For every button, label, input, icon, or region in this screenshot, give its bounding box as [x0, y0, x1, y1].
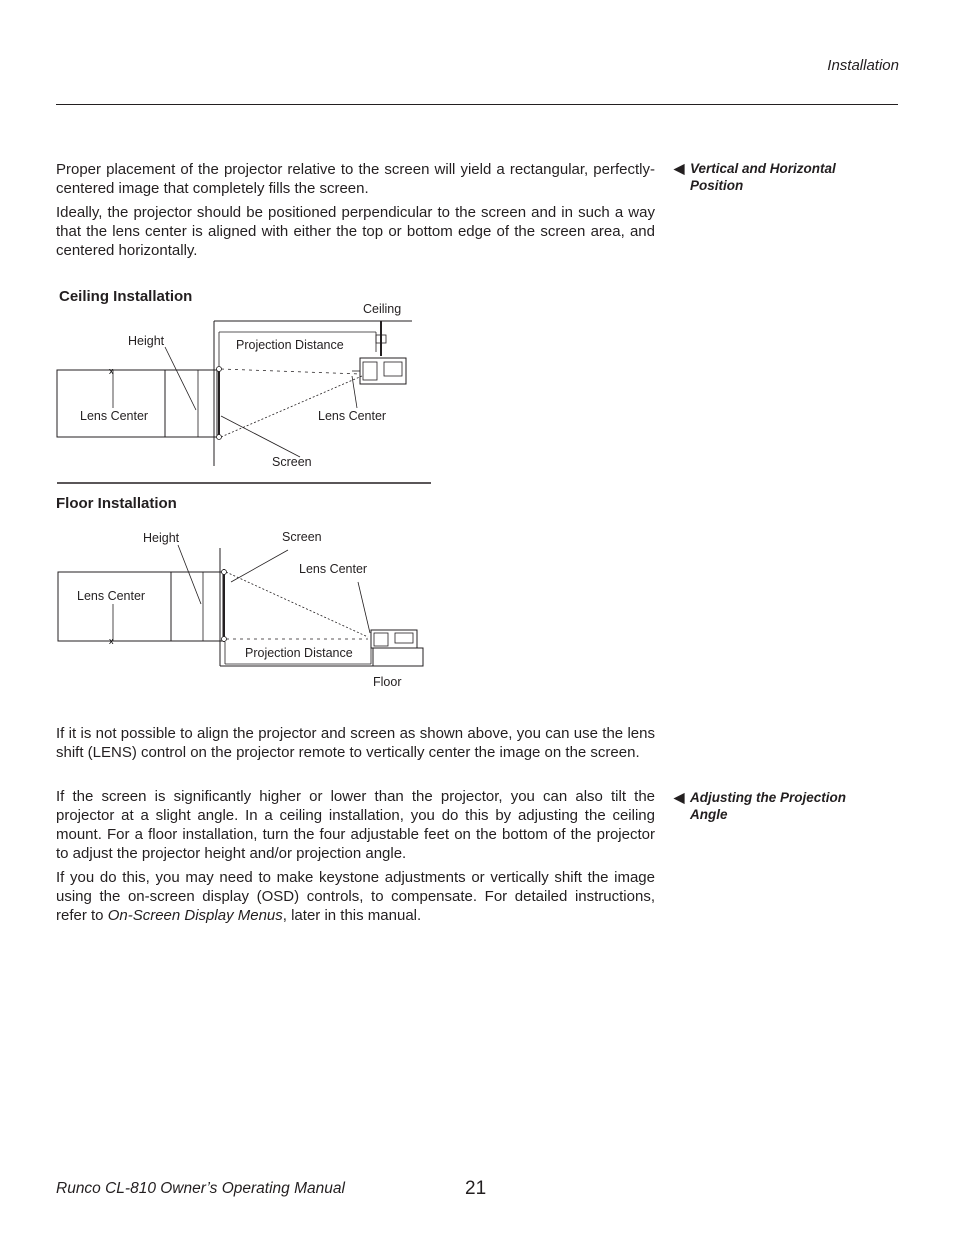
- floor-lens-center-right-label: Lens Center: [299, 562, 368, 576]
- floor-lens-center-left-label: Lens Center: [77, 589, 146, 603]
- floor-height-label: Height: [143, 531, 180, 545]
- floor-label: Floor: [373, 675, 402, 689]
- floor-lens-center-box: [58, 572, 171, 641]
- ceiling-lens-center-right-label: Lens Center: [318, 409, 387, 423]
- floor-beam-upper: [226, 572, 368, 637]
- ceiling-projection-distance-label: Projection Distance: [236, 338, 344, 352]
- side-note-line2: Position: [690, 178, 744, 193]
- side-note-line1: Adjusting the Projection: [690, 790, 847, 805]
- side-note-projection-angle: [674, 789, 889, 823]
- cross-reference: On-Screen Display Menus: [107, 907, 283, 924]
- floor-projection-distance-label: Projection Distance: [245, 646, 353, 660]
- floor-screen-label: Screen: [282, 530, 322, 544]
- ceiling-lens-center-left-label: Lens Center: [80, 409, 149, 423]
- svg-text:x: x: [109, 636, 114, 646]
- footer-manual-title: Runco CL-810 Owner’s Operating Manual: [56, 1180, 345, 1197]
- ceiling-screen-label: Screen: [272, 455, 312, 469]
- body-paragraph-5: If you do this, you may need to make keystone adjustments or vertically shift the image using the on-screen display (OSD) controls, to compensate. For detailed instructions, refer to On-Screen Display Menus, later in this manual.: [56, 869, 655, 924]
- body-paragraph-4: If the screen is significantly higher or lower than the projector, you can also tilt the projector at a slight angle. In a ceiling installation, you do this by adjusting the ceiling mount. For a floor installation, turn the four adjustable feet on the bottom of the projector to adjust the projector height and/or projection angle.: [56, 788, 655, 862]
- pointer-arrow-icon: ◀: [674, 790, 685, 805]
- page-number: 21: [465, 1178, 487, 1199]
- side-note-line2: Angle: [690, 807, 728, 822]
- section-title: Installation: [827, 57, 899, 74]
- svg-text:x: x: [109, 366, 114, 376]
- side-note-line1: Vertical and Horizontal: [690, 161, 836, 176]
- intro-paragraph-2: Ideally, the projector should be positioned perpendicular to the screen and in such a way that the lens center is aligned with either the top or bottom edge of the screen area, and centered horizontally.: [56, 204, 655, 259]
- ceiling-height-label: Height: [128, 334, 165, 348]
- floor-figure-title: Floor Installation: [56, 495, 177, 512]
- ceiling-label: Ceiling: [363, 302, 402, 316]
- intro-paragraph-1: Proper placement of the projector relative to the screen will yield a rectangular, perfectly-centered image that completely fills the screen.: [56, 161, 655, 197]
- pointer-arrow-icon: ◀: [674, 161, 685, 176]
- body-paragraph-3: If it is not possible to align the projector and screen as shown above, you can use the lens shift (LENS) control on the projector remote to vertically center the image on the screen.: [56, 725, 655, 761]
- floor-screen-box: [171, 572, 223, 641]
- projector-stand: [373, 648, 423, 666]
- ceiling-figure-title: Ceiling Installation: [59, 288, 193, 305]
